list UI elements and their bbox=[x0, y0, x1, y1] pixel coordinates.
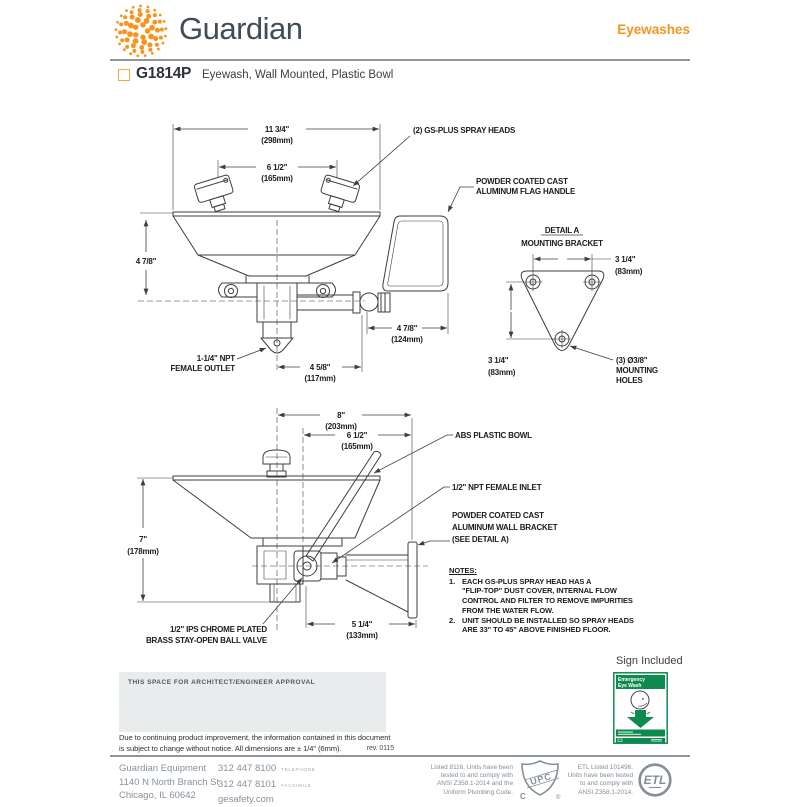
svg-text:ETL: ETL bbox=[643, 773, 667, 787]
label-spray-heads: (2) GS-PLUS SPRAY HEADS bbox=[413, 126, 516, 135]
mounting-bracket-outline bbox=[521, 271, 604, 351]
dim-outlet-offset: 4 5/8" bbox=[309, 363, 331, 372]
svg-text:C: C bbox=[520, 792, 526, 800]
spray-head-right bbox=[317, 174, 361, 215]
header-divider bbox=[110, 59, 690, 61]
revision-number: rev. 0115 bbox=[366, 744, 394, 752]
disclaimer: Due to continuing product improvement, the information contained in this document is subject to change without notice. All dimensions are ± 1/4" (6mm). rev. 0115 bbox=[119, 733, 394, 753]
dim-depth-mm: (203mm) bbox=[325, 422, 357, 431]
footer-divider bbox=[110, 755, 690, 757]
dim-head-spacing-mm: (165mm) bbox=[261, 174, 293, 183]
label-flag-handle-1: POWDER COATED CAST bbox=[476, 177, 568, 186]
centerlines bbox=[135, 220, 365, 372]
emergency-eyewash-sign bbox=[613, 672, 668, 744]
label-wall-bracket-3: (SEE DETAIL A) bbox=[452, 535, 509, 544]
note-item: 2. UNIT SHOULD BE INSTALLED SO SPRAY HEADS ARE 33" TO 45" ABOVE FINISHED FLOOR. bbox=[449, 615, 634, 635]
dim-total-height-mm: (178mm) bbox=[127, 547, 159, 556]
label-ball-valve-1: 1/2" IPS CHROME PLATED bbox=[169, 625, 267, 634]
label-mounting-holes-3: HOLES bbox=[616, 376, 643, 385]
etl-listed-icon bbox=[637, 762, 673, 798]
company-address bbox=[119, 762, 219, 803]
dim-overall-width: 11 3/4" bbox=[264, 125, 290, 134]
approval-box bbox=[119, 672, 386, 732]
spray-head-left bbox=[194, 174, 238, 215]
label-outlet-2: FEMALE OUTLET bbox=[170, 364, 235, 373]
sign-title-2: Eye Wash bbox=[618, 683, 642, 689]
category-label: Eyewashes bbox=[617, 22, 690, 37]
notes-title: NOTES: bbox=[449, 566, 477, 575]
note-item: 1. EACH GS-PLUS SPRAY HEAD HAS A "FLIP-TOP" DUST COVER, INTERNAL FLOW CONTROL AND FILTER TO REMOVE IMPURITIES FROM THE WATER FLOW. bbox=[449, 576, 633, 615]
svg-text:®: ® bbox=[556, 795, 561, 800]
fax-number: 312 447 8101 bbox=[218, 778, 277, 790]
svg-text:UPC: UPC bbox=[529, 771, 553, 787]
label-wall-bracket-2: ALUMINUM WALL BRACKET bbox=[452, 523, 558, 532]
dim-bowl-offset-mm: (165mm) bbox=[341, 442, 373, 451]
fax-label: FACSIMILE bbox=[281, 783, 312, 789]
upc-certification-text: Listed 8116. Units have been tested to and comply with ANSI Z358.1-2014 and the Uniform Plumbing Code. bbox=[430, 764, 513, 796]
label-mounting-holes-2: MOUNTING bbox=[616, 366, 658, 375]
guardian-logo-icon bbox=[112, 2, 170, 60]
front-view-drawing bbox=[110, 100, 690, 400]
dim-arm-length-mm: (124mm) bbox=[391, 335, 423, 344]
detail-a bbox=[488, 226, 658, 385]
product-title: Eyewash, Wall Mounted, Plastic Bowl bbox=[202, 69, 394, 81]
dim-outlet-offset-mm: (117mm) bbox=[304, 374, 336, 383]
dim-overall-width-mm: (298mm) bbox=[261, 136, 293, 145]
detail-a-title: DETAIL A bbox=[544, 226, 580, 235]
centerlines-side bbox=[252, 408, 428, 632]
notes-block bbox=[449, 566, 644, 635]
detail-a-subtitle: MOUNTING BRACKET bbox=[521, 239, 603, 248]
sign-title-1: Emergency bbox=[618, 677, 645, 683]
dim-bowl-height: 4 7/8" bbox=[135, 257, 157, 266]
label-mounting-holes-1: (3) Ø3/8" bbox=[616, 356, 648, 365]
label-ball-valve-2: BRASS STAY-OPEN BALL VALVE bbox=[145, 636, 267, 645]
dim-bowl-offset: 6 1/2" bbox=[346, 431, 368, 440]
company-city: Chicago, IL 60642 bbox=[119, 790, 196, 801]
bowl-front-outline bbox=[173, 212, 380, 283]
label-wall-bracket-1: POWDER COATED CAST bbox=[452, 511, 544, 520]
dim-head-spacing: 6 1/2" bbox=[266, 163, 288, 172]
wall-bracket bbox=[346, 542, 417, 618]
label-inlet: 1/2" NPT FEMALE INLET bbox=[452, 483, 542, 492]
company-name: Guardian Equipment bbox=[119, 763, 207, 774]
spray-head-profile bbox=[263, 450, 290, 477]
website-link[interactable]: gesafety.com bbox=[218, 794, 274, 805]
model-number: G1814P bbox=[136, 65, 192, 82]
dim-bracket-depth-mm: (133mm) bbox=[346, 631, 378, 640]
detail-dim-side: 3 1/4" bbox=[488, 356, 509, 365]
approval-box-label: THIS SPACE FOR ARCHITECT/ENGINEER APPROVAL bbox=[128, 679, 316, 686]
bowl-side-outline bbox=[173, 476, 380, 546]
sign-included-caption: Sign Included bbox=[616, 655, 683, 667]
company-street: 1140 N North Branch St bbox=[119, 776, 220, 788]
detail-dim-side-mm: (83mm) bbox=[488, 368, 516, 377]
dim-total-height: 7" bbox=[139, 535, 147, 544]
dim-arm-length: 4 7/8" bbox=[396, 324, 418, 333]
flag-handle bbox=[383, 216, 448, 291]
dim-depth: 8" bbox=[337, 411, 345, 420]
valve-assembly-side bbox=[257, 546, 346, 602]
phone-label: TELEPHONE bbox=[281, 768, 316, 773]
phone-number: 312 447 8100 bbox=[218, 763, 277, 774]
label-abs-bowl: ABS PLASTIC BOWL bbox=[455, 431, 532, 440]
valve-assembly-front bbox=[219, 283, 391, 353]
etl-certification-text: ETL Listed 101496. Units have been tested to and comply with ANSI Z358.1-2014. bbox=[567, 764, 633, 796]
brand-wordmark: Guardian bbox=[179, 11, 303, 46]
dim-bracket-depth: 5 1/4" bbox=[351, 620, 373, 629]
detail-dim-top: 3 1/4" bbox=[615, 255, 636, 264]
flag-handle-lever bbox=[306, 451, 381, 561]
sign-included-block bbox=[613, 655, 683, 749]
label-flag-handle-2: ALUMINUM FLAG HANDLE bbox=[476, 187, 576, 196]
label-outlet-1: 1-1/4" NPT bbox=[196, 354, 235, 363]
detail-dim-top-mm: (83mm) bbox=[615, 267, 643, 276]
model-checkbox bbox=[118, 69, 130, 81]
